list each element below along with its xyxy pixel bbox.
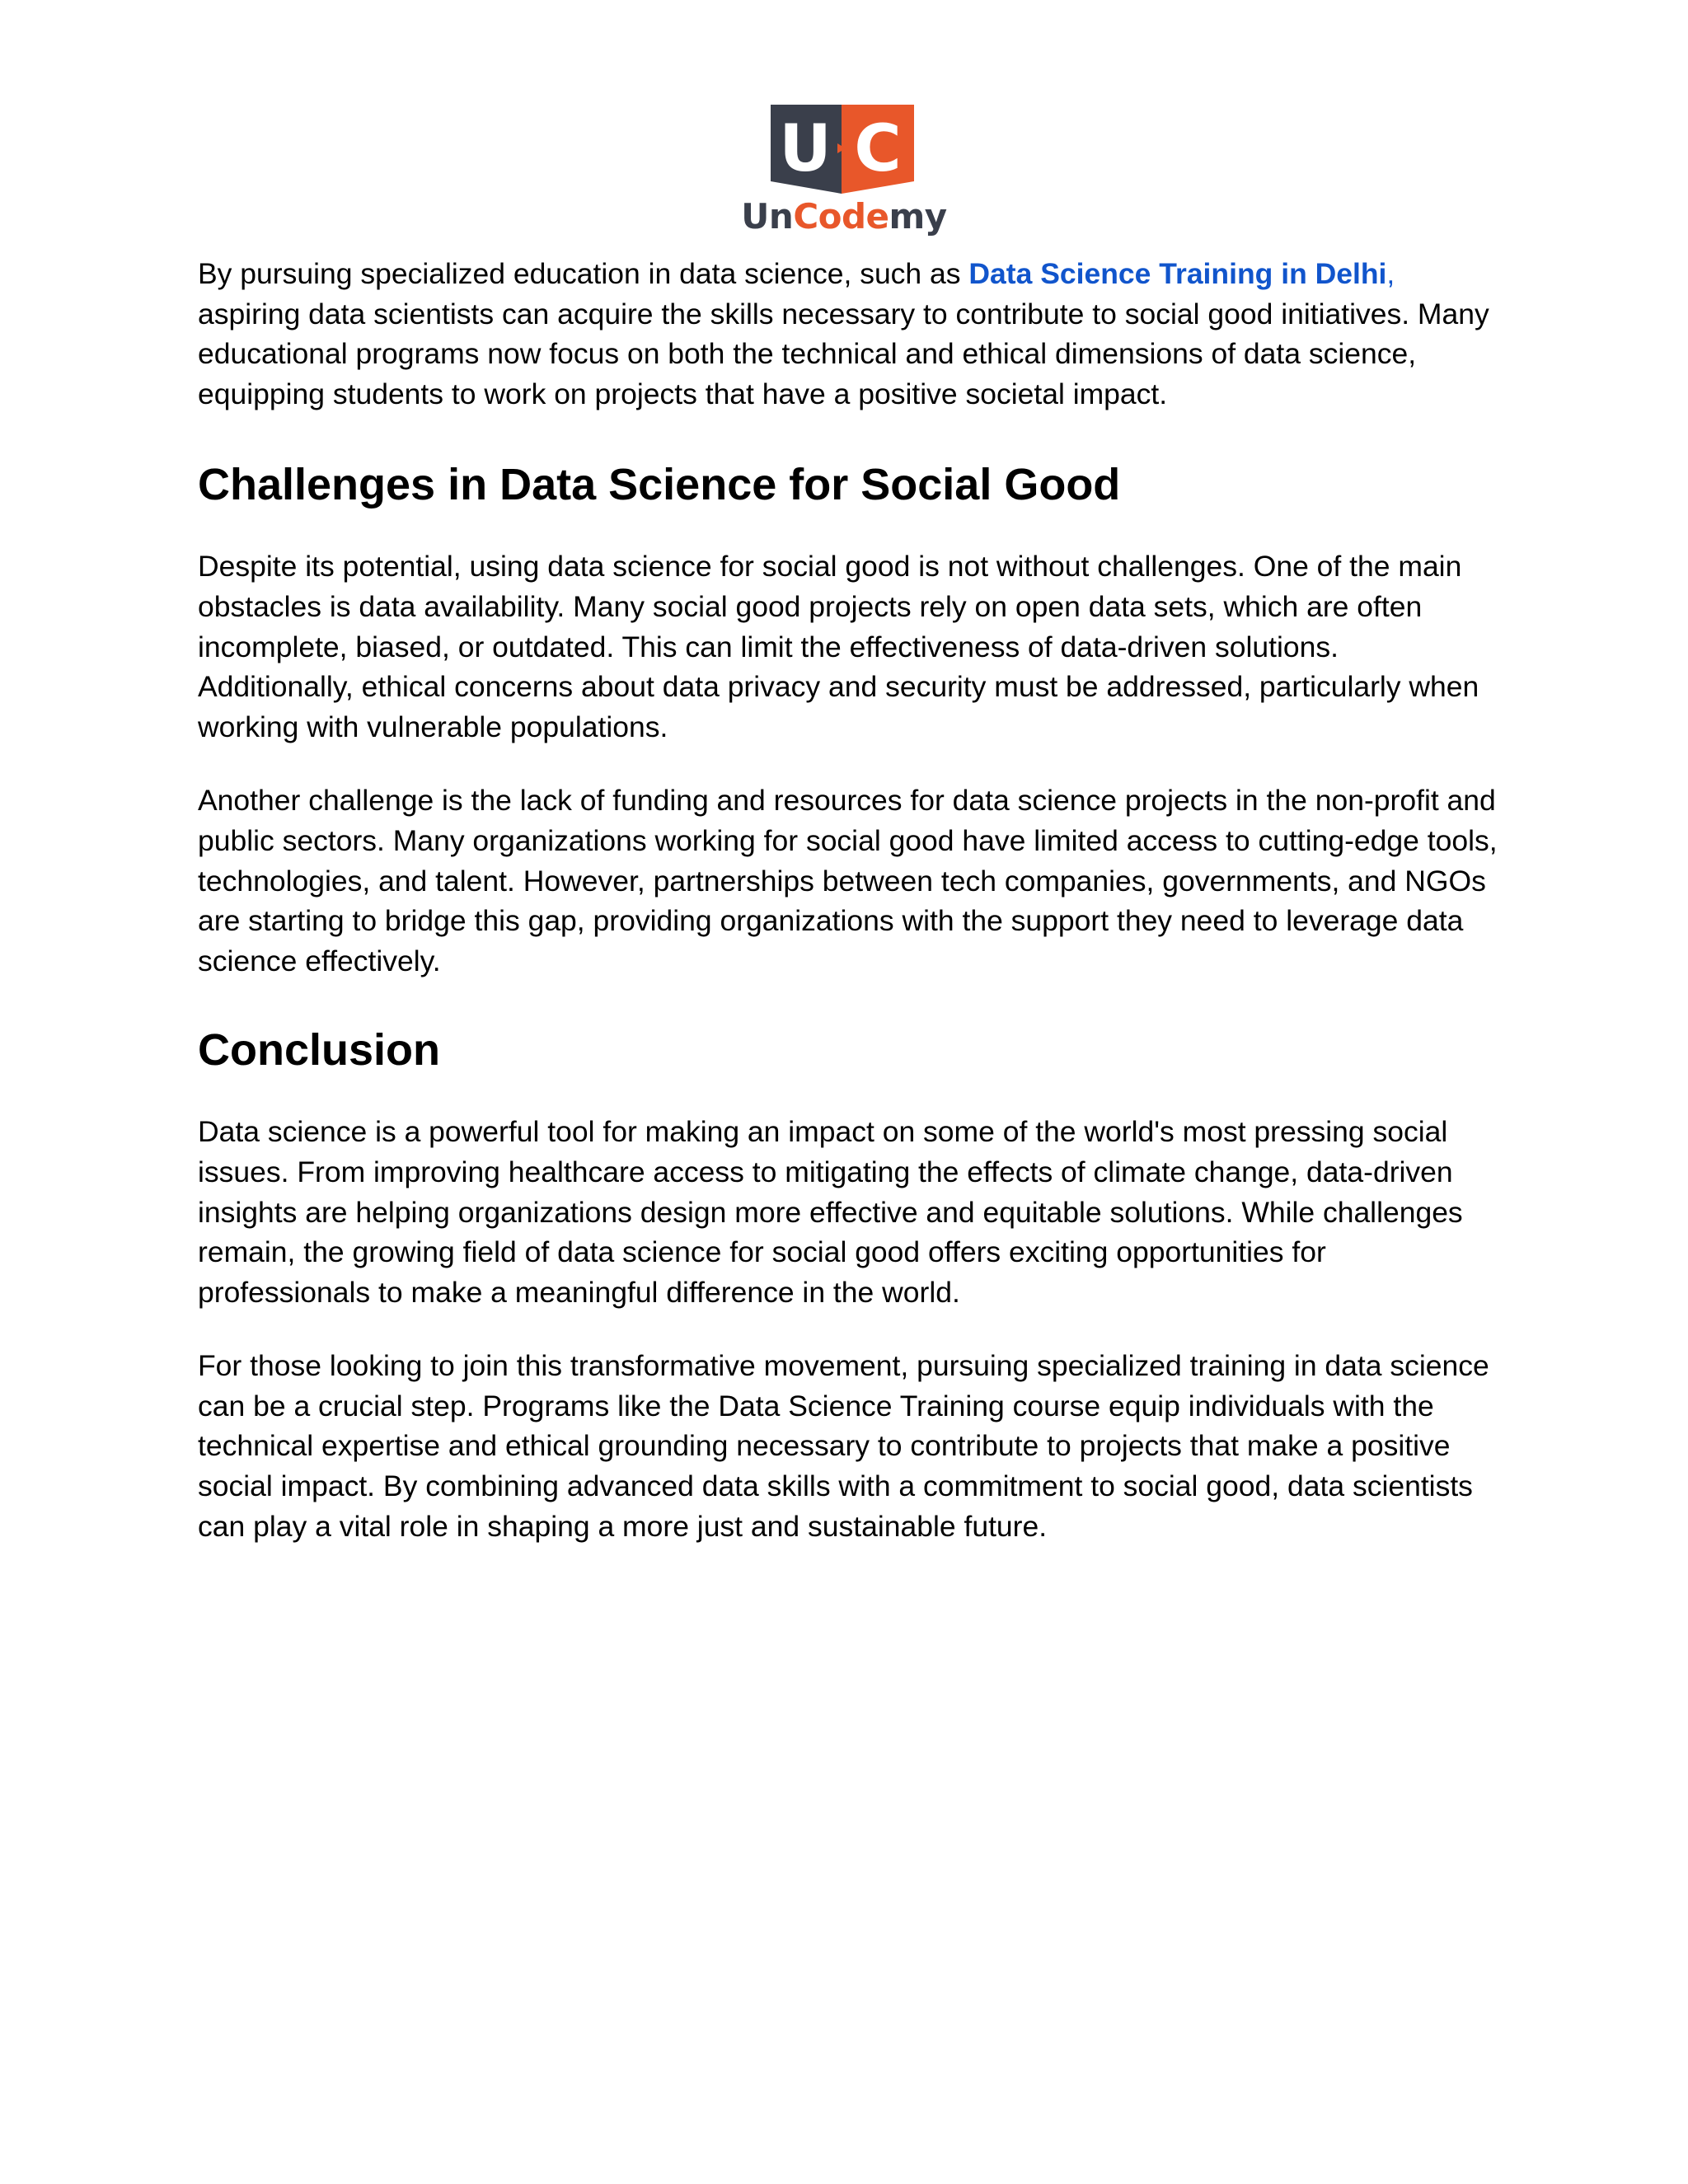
intro-text-after-link: aspiring data scientists can acquire the skills necessary to contribute to social good initiatives. Many educational programs now focus on both the technical and ethical dimensions of data science, equipping students to work on projects that have a positive societal impact. <box>198 297 1489 410</box>
challenges-paragraph-1: Despite its potential, using data science for social good is not without challenges. One of the main obstacles is data availability. Many social good projects rely on open data sets, which are often incomplete, biased, or outdated. This can limit the effectiveness of data-driven solutions. Additionally, ethical concerns about data privacy and security must be addressed, particularly when working with vulnerable populations. <box>198 550 1479 743</box>
challenges-paragraph-2: Another challenge is the lack of funding and resources for data science projects in the non-profit and public sectors. Many organizations working for social good have limited access to cutting-edge tools, technologies, and talent. However, partnerships between tech companies, governments, and NGOs are starting to bridge this gap, providing organizations with the support they need to leverage data science effectively. <box>198 784 1498 977</box>
uc-logo-mark-icon <box>736 103 952 195</box>
link-comma: , <box>1386 257 1395 290</box>
heading-conclusion: Conclusion <box>198 1025 440 1076</box>
data-science-training-link[interactable]: Data Science Training in Delhi <box>968 257 1387 290</box>
document-body <box>198 254 1500 1546</box>
logo-letter-left: U <box>779 112 832 186</box>
logo-wordmark <box>736 196 952 237</box>
intro-paragraph <box>198 254 1500 414</box>
wordmark-un: Un <box>741 196 794 237</box>
heading-challenges: Challenges in Data Science for Social Good <box>198 460 1121 510</box>
conclusion-paragraph-2: For those looking to join this transformative movement, pursuing specialized training in data science can be a crucial step. Programs like the Data Science Training course equip individuals with the technical expertise and ethical grounding necessary to contribute to projects that make a positive social impact. By combining advanced data skills with a commitment to social good, data scientists can play a vital role in shaping a more just and sustainable future. <box>198 1349 1489 1543</box>
wordmark-code: Code <box>793 196 889 237</box>
logo-letter-right: C <box>854 112 902 186</box>
intro-text-before-link: By pursuing specialized education in data science, such as <box>198 257 969 290</box>
uncodemy-logo <box>736 103 952 243</box>
conclusion-paragraph-1: Data science is a powerful tool for making an impact on some of the world's most pressing social issues. From improving healthcare access to mitigating the effects of climate change, data-driven insights are helping organizations design more effective and equitable solutions. While challenges remain, the growing field of data science for social good offers exciting opportunities for professionals to make a meaningful difference in the world. <box>198 1115 1463 1309</box>
wordmark-my: my <box>889 196 947 237</box>
